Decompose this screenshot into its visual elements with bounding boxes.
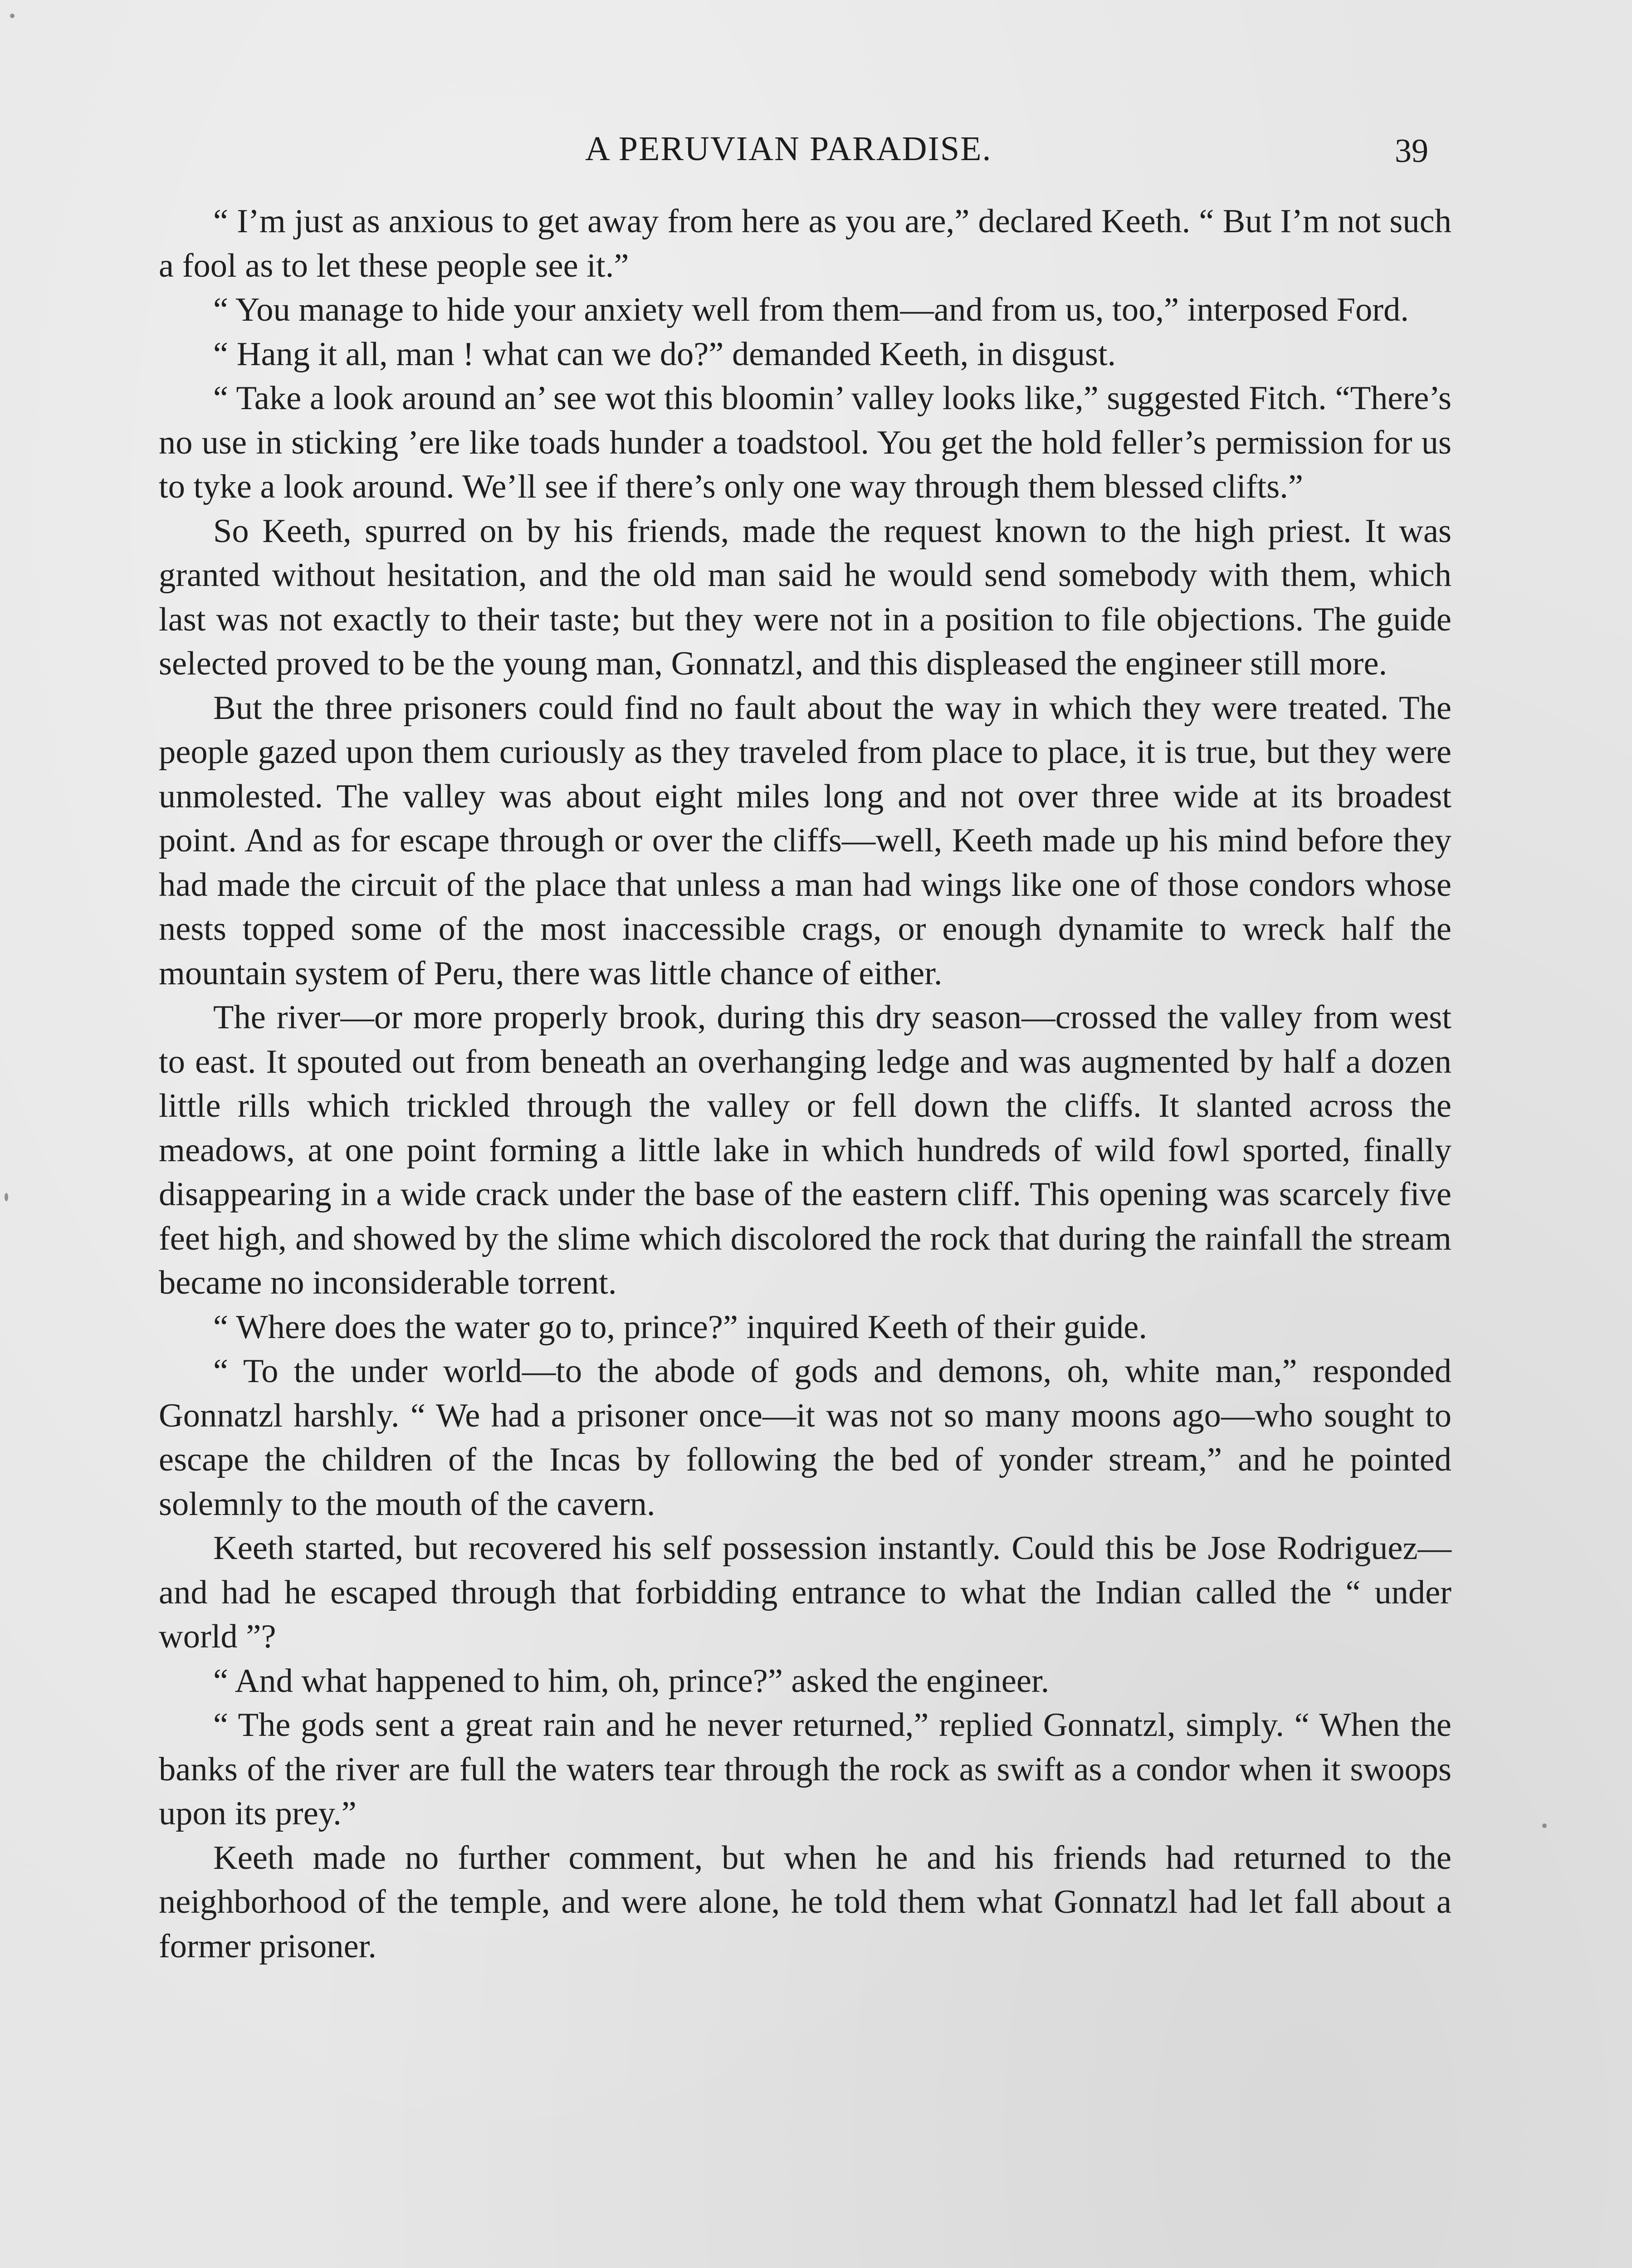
- paragraph: So Keeth, spurred on by his friends, made the request known to the high priest. It was granted without hesitation, and the old man said he would send somebody with them, which last was not exactly to their taste; but they were not in a position to file objections. The guide selected proved to be the young man, Gonnatzl, and this displeased the engineer still more.: [159, 512, 1451, 682]
- paper-speck: [5, 1193, 8, 1201]
- paragraph: “ And what happened to him, oh, prince?” asked the engineer.: [213, 1662, 1050, 1700]
- paragraph: “ You manage to hide your anxiety well from them—and from us, too,” interposed Ford.: [213, 291, 1409, 328]
- running-head: [0, 129, 1632, 184]
- paragraph: “ Where does the water go to, prince?” inquired Keeth of their guide.: [213, 1308, 1147, 1346]
- paragraph: But the three prisoners could find no fault about the way in which they were treated. The people gazed upon them curiously as they traveled from place to place, it is true, but they were unmolested. The valley was about eight miles long and not over three wide at its broadest point. And as for escape through or over the cliffs—well, Keeth made up his mind before they had made the circuit of the place that unless a man had wings like one of those condors whose nests topped some of the most inaccessible crags, or enough dynamite to wreck half the mountain system of Peru, there was little chance of either.: [159, 689, 1451, 992]
- paper-speck: [1542, 1823, 1547, 1828]
- paragraph: Keeth started, but recovered his self possession instantly. Could this be Jose Rodriguez—and had he escaped through that forbidding entrance to what the Indian called the “ under world ”?: [159, 1530, 1451, 1655]
- paragraph: “ To the under world—to the abode of gods and demons, oh, white man,” responded Gonnatzl harshly. “ We had a prisoner once—it was not so many moons ago—who sought to escape the children of the Incas by following the bed of yonder stream,” and he pointed solemnly to the mouth of the cavern.: [159, 1353, 1451, 1523]
- paragraph: “ I’m just as anxious to get away from here as you are,” declared Keeth. “ But I’m not such a fool as to let these people see it.”: [159, 203, 1451, 284]
- paragraph: The river—or more properly brook, during this dry season—crossed the valley from west to east. It spouted out from beneath an overhanging ledge and was augmented by half a dozen little rills which trickled through the valley or fell down the cliffs. It slanted across the meadows, at one point forming a little lake in which hundreds of wild fowl sported, finally disappearing in a wide crack under the base of the eastern cliff. This opening was scarcely five feet high, and showed by the slime which discolored the rock that during the rainfall the stream became no inconsiderable torrent.: [159, 999, 1451, 1301]
- body-text: [159, 200, 1451, 1969]
- paragraph: “ Take a look around an’ see wot this bloomin’ valley looks like,” suggested Fitch. “There’s no use in sticking ’ere like toads hunder a toadstool. You get the hold feller’s permission for us to tyke a look around. We’ll see if there’s only one way through them blessed clifts.”: [159, 380, 1451, 505]
- paper-speck: [10, 14, 15, 18]
- page-title: A PERUVIAN PARADISE.: [585, 130, 992, 168]
- paragraph: “ The gods sent a great rain and he never returned,” replied Gonnatzl, simply. “ When the banks of the river are full the waters tear through the rock as swift as a condor when it swoops upon its prey.”: [159, 1706, 1451, 1832]
- paragraph: “ Hang it all, man ! what can we do?” demanded Keeth, in disgust.: [213, 335, 1116, 373]
- page-number: 39: [1395, 132, 1428, 170]
- paragraph: Keeth made no further comment, but when he and his friends had returned to the neighborhood of the temple, and were alone, he told them what Gonnatzl had let fall about a former prisoner.: [159, 1839, 1451, 1965]
